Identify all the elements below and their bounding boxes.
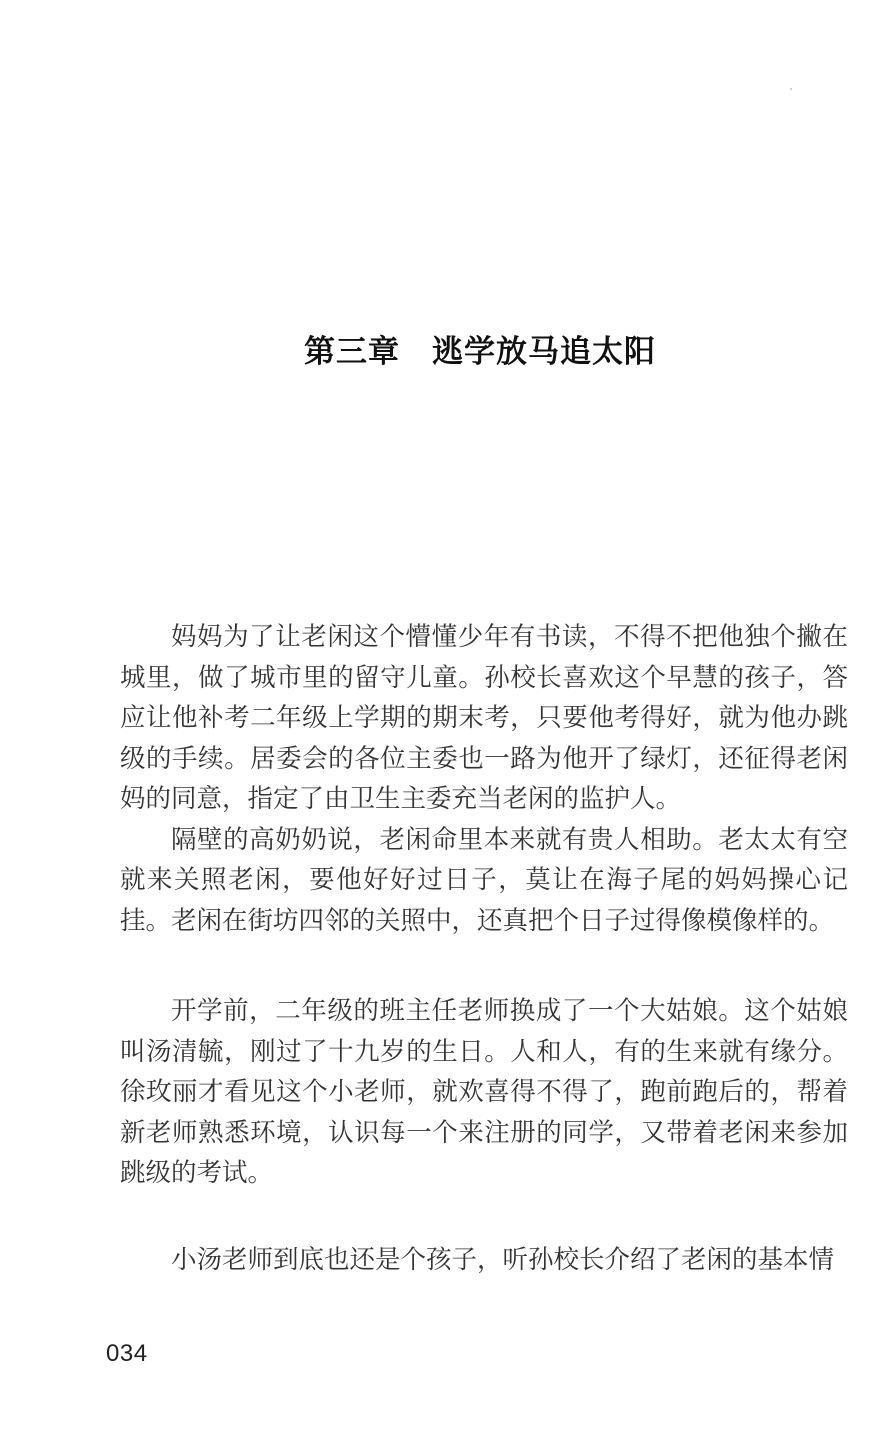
page-number: 034	[106, 1340, 148, 1367]
paragraph: 小汤老师到底也还是个孩子，听孙校长介绍了老闲的基本情	[171, 1245, 835, 1275]
text-block-2	[120, 991, 848, 1194]
text-block-1	[120, 617, 848, 941]
text-block-3	[120, 1240, 848, 1281]
paragraph: 隔壁的高奶奶说，老闲命里本来就有贵人相助。老太太有空就来关照老闲，要他好好过日子，莫让在海子尾的妈妈操心记挂。老闲在街坊四邻的关照中，还真把个日子过得像模像样的。	[120, 824, 848, 936]
scan-speck	[790, 88, 792, 90]
chapter-title: 第三章 逃学放马追太阳	[304, 334, 656, 370]
paragraph: 开学前，二年级的班主任老师换成了一个大姑娘。这个姑娘叫汤清毓，刚过了十九岁的生日。人和人，有的生来就有缘分。徐玫丽才看见这个小老师，就欢喜得不得了，跑前跑后的，帮着新老师熟悉环境，认识每一个来注册的同学，又带着老闲来参加跳级的考试。	[120, 996, 848, 1188]
paragraph: 妈妈为了让老闲这个懵懂少年有书读，不得不把他独个撇在城里，做了城市里的留守儿童。孙校长喜欢这个早慧的孩子，答应让他补考二年级上学期的期末考，只要他考得好，就为他办跳级的手续。居委会的各位主委也一路为他开了绿灯，还征得老闲妈的同意，指定了由卫生主委充当老闲的监护人。	[120, 622, 848, 814]
